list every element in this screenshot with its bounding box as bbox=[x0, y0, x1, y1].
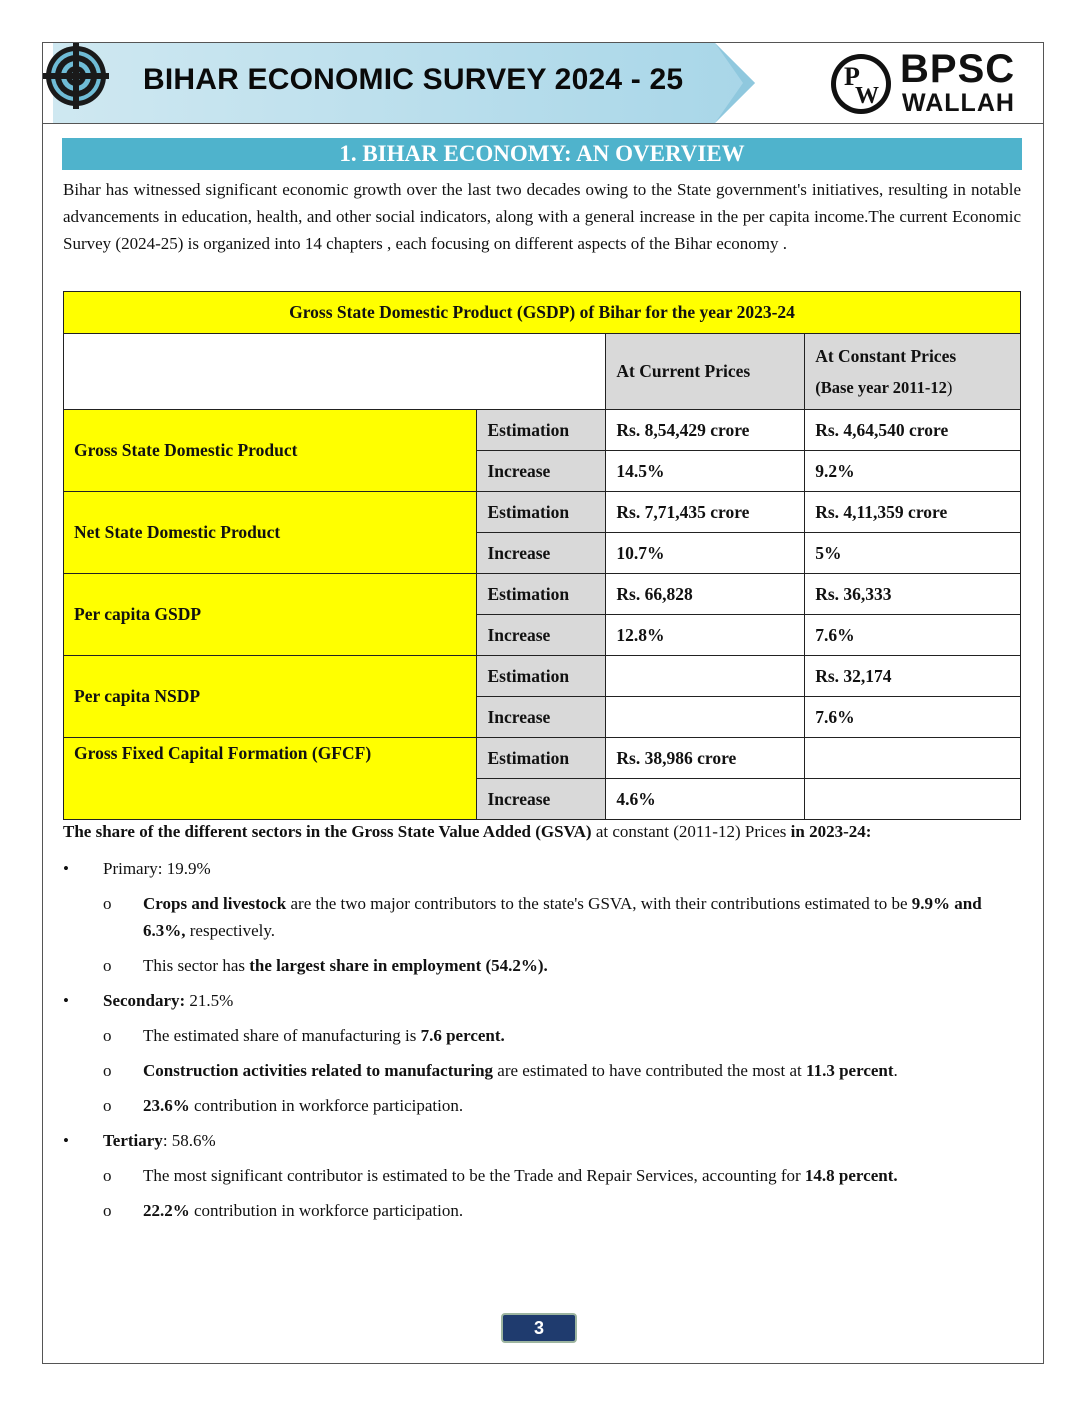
table-cell: Rs. 7,71,435 crore bbox=[606, 492, 805, 533]
sub-bullet-marker: o bbox=[103, 1061, 112, 1080]
sub-bullet-marker: o bbox=[103, 956, 112, 975]
table-cell: Rs. 66,828 bbox=[606, 574, 805, 615]
bullet-primary: • Primary: 19.9% bbox=[63, 855, 1021, 882]
table-cell: 14.5% bbox=[606, 451, 805, 492]
sector-bullet-list bbox=[63, 855, 1021, 1232]
table-cell: Rs. 4,64,540 crore bbox=[805, 410, 1021, 451]
bullet-secondary: • Secondary: 21.5% bbox=[63, 987, 1021, 1014]
table-cell bbox=[606, 697, 805, 738]
estimation-label: Estimation bbox=[477, 492, 606, 533]
gsdp-table bbox=[63, 291, 1021, 820]
estimation-label: Estimation bbox=[477, 656, 606, 697]
table-cell: 10.7% bbox=[606, 533, 805, 574]
svg-text:P: P bbox=[844, 62, 860, 91]
sub-bullet: o The most significant contributor is estimated to be the Trade and Repair Services, accounting for 14.8 percent. bbox=[63, 1162, 1021, 1189]
table-cell bbox=[805, 779, 1021, 820]
col-header-constant: At Constant Prices (Base year 2011-12) bbox=[805, 334, 1021, 410]
increase-label: Increase bbox=[477, 697, 606, 738]
title-banner bbox=[43, 43, 758, 123]
document-title: BIHAR ECONOMIC SURVEY 2024 - 25 bbox=[143, 63, 684, 96]
increase-label: Increase bbox=[477, 533, 606, 574]
row-label-gsdp: Gross State Domestic Product bbox=[64, 410, 477, 492]
table-cell bbox=[606, 656, 805, 697]
estimation-label: Estimation bbox=[477, 738, 606, 779]
table-cell: 7.6% bbox=[805, 697, 1021, 738]
table-cell: 5% bbox=[805, 533, 1021, 574]
svg-text:W: W bbox=[855, 83, 879, 109]
table-title: Gross State Domestic Product (GSDP) of Bihar for the year 2023-24 bbox=[64, 292, 1021, 334]
target-icon bbox=[43, 43, 109, 109]
gsva-heading: The share of the different sectors in the Gross State Value Added (GSVA) at constant (2011-12) Prices in 2023-24: bbox=[63, 822, 872, 841]
sub-bullet: o This sector has the largest share in employment (54.2%). bbox=[63, 952, 1021, 979]
table-cell: 12.8% bbox=[606, 615, 805, 656]
sub-bullet-marker: o bbox=[103, 1201, 112, 1220]
sub-bullet: o Crops and livestock are the two major contributors to the state's GSVA, with their contributions estimated to be 9.9% and 6.3%, respectively. bbox=[63, 890, 1021, 944]
brand-line-2: WALLAH bbox=[902, 89, 1015, 117]
pw-logo-icon bbox=[830, 53, 892, 115]
sub-bullet-marker: o bbox=[103, 894, 112, 913]
table-cell: 7.6% bbox=[805, 615, 1021, 656]
bullet-dot: • bbox=[63, 991, 69, 1010]
page-header bbox=[43, 43, 1043, 124]
bullet-dot: • bbox=[63, 1131, 69, 1150]
intro-paragraph: Bihar has witnessed significant economic growth over the last two decades owing to the State government's initiatives, resulting in notable advancements in education, health, and other social indicators, along with a general increase in the per capita income.The current Economic Survey (2024-25) is organized into 14 chapters , each focusing on different aspects of the Bihar economy . bbox=[63, 180, 1021, 253]
table-cell: 4.6% bbox=[606, 779, 805, 820]
row-label-per-capita-gsdp: Per capita GSDP bbox=[64, 574, 477, 656]
sub-bullet: o Construction activities related to manufacturing are estimated to have contributed the most at 11.3 percent. bbox=[63, 1057, 1021, 1084]
table-cell: Rs. 4,11,359 crore bbox=[805, 492, 1021, 533]
sub-bullet: o The estimated share of manufacturing is 7.6 percent. bbox=[63, 1022, 1021, 1049]
row-label-nsdp: Net State Domestic Product bbox=[64, 492, 477, 574]
estimation-label: Estimation bbox=[477, 410, 606, 451]
sub-bullet: o 22.2% contribution in workforce participation. bbox=[63, 1197, 1021, 1224]
bpsc-wallah-logo bbox=[830, 47, 1035, 117]
table-cell: 9.2% bbox=[805, 451, 1021, 492]
row-label-per-capita-nsdp: Per capita NSDP bbox=[64, 656, 477, 738]
table-header-blank bbox=[64, 334, 606, 410]
section-heading: 1. BIHAR ECONOMY: AN OVERVIEW bbox=[62, 138, 1022, 170]
increase-label: Increase bbox=[477, 779, 606, 820]
increase-label: Increase bbox=[477, 451, 606, 492]
sub-bullet-marker: o bbox=[103, 1096, 112, 1115]
sub-bullet-marker: o bbox=[103, 1166, 112, 1185]
bullet-dot: • bbox=[63, 859, 69, 878]
page-number: 3 bbox=[501, 1313, 577, 1343]
increase-label: Increase bbox=[477, 615, 606, 656]
table-cell: Rs. 32,174 bbox=[805, 656, 1021, 697]
table-cell bbox=[805, 738, 1021, 779]
table-cell: Rs. 8,54,429 crore bbox=[606, 410, 805, 451]
bullet-tertiary: • Tertiary: 58.6% bbox=[63, 1127, 1021, 1154]
brand-line-1: BPSC bbox=[900, 47, 1016, 91]
sub-bullet: o 23.6% contribution in workforce participation. bbox=[63, 1092, 1021, 1119]
col-header-current: At Current Prices bbox=[606, 334, 805, 410]
row-label-gfcf: Gross Fixed Capital Formation (GFCF) bbox=[64, 738, 477, 820]
table-cell: Rs. 38,986 crore bbox=[606, 738, 805, 779]
sub-bullet-marker: o bbox=[103, 1026, 112, 1045]
estimation-label: Estimation bbox=[477, 574, 606, 615]
table-cell: Rs. 36,333 bbox=[805, 574, 1021, 615]
